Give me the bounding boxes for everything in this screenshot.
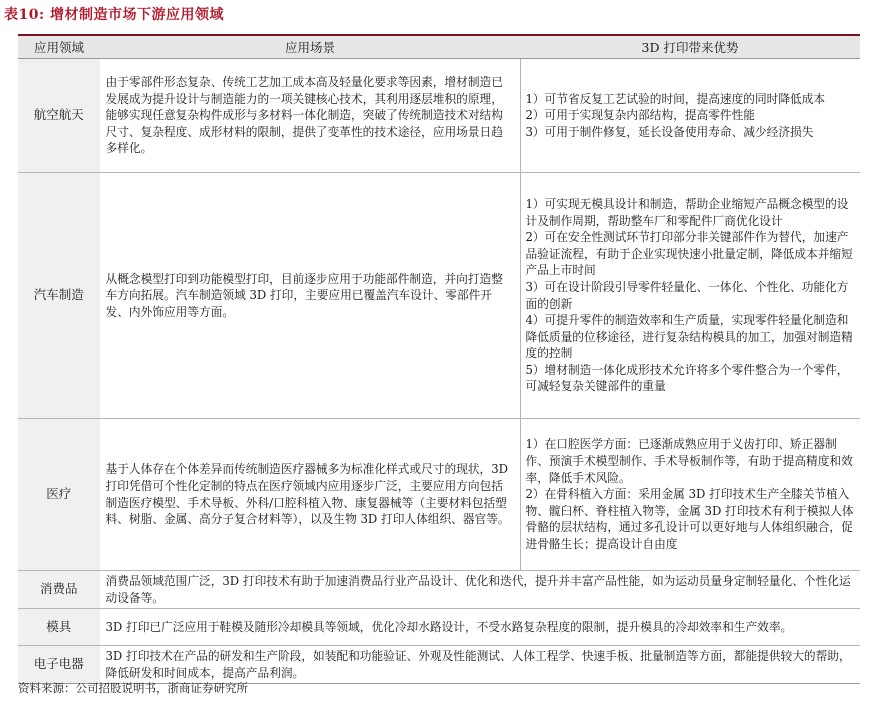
table-row: [18, 571, 860, 609]
header-row: [18, 36, 860, 59]
row-field: 汽车制造: [18, 173, 100, 419]
advantage-item: 2）可用于实现复杂内部结构，提高零件性能: [525, 108, 755, 123]
advantage-item: 2）可在安全性测试环节打印部分非关键部件作为替代，加速产品验证流程，有助于企业实现快速小批量定制，降低成本并缩短产品上市时间: [525, 230, 853, 278]
row-field: 航空航天: [18, 59, 100, 173]
row-advantages: [520, 173, 860, 419]
row-scene: 消费品领域范围广泛，3D 打印技术有助于加速消费品行业产品设计、优化和迭代，提升并丰富产品性能，如为运动员量身定制轻量化、个性化运动设备等。: [100, 571, 860, 609]
header-advantage: 3D 打印带来优势: [520, 36, 860, 59]
row-scene: 基于人体存在个体差异而传统制造医疗器械多为标准化样式或尺寸的现状，3D 打印凭借可个性化定制的特点在医疗领域内应用逐步广泛，主要应用方向包括制造医疗模型、手术导板、外科/口腔科植入物、康复器械等（主要材料包括塑料、树脂、金属、高分子复合材料等），以及生物 3D 打印人体组织、器官等。: [100, 419, 520, 571]
row-field: 医疗: [18, 419, 100, 571]
advantage-item: 3）可用于制件修复，延长设备使用寿命、减少经济损失: [525, 124, 814, 139]
table-title: 表10: 增材制造市场下游应用领域: [4, 7, 225, 23]
advantage-item: 4）可提升零件的制造效率和生产质量，实现零件轻量化制造和降低质量的位移途径，进行复杂结构模具的加工，加强对制造精度的控制: [525, 313, 853, 361]
row-scene: 3D 打印技术在产品的研发和生产阶段，如装配和功能验证、外观及性能测试、人体工程学、快速手板、批量制造等方面，都能提供较大的帮助，降低研发和时间成本，提高产品利润。: [100, 646, 860, 684]
row-advantages: [520, 59, 860, 173]
row-scene: 从概念模型打印到功能模型打印，目前逐步应用于功能部件制造，并向打造整车方向拓展。汽车制造领域 3D 打印，主要应用已覆盖汽车设计、零部件开发、内外饰应用等方面。: [100, 173, 520, 419]
table-row: [18, 419, 860, 571]
advantage-item: 3）可在设计阶段引导零件轻量化、一体化、个性化、功能化方面的创新: [525, 279, 849, 311]
table-row: [18, 173, 860, 419]
row-scene: 由于零部件形态复杂、传统工艺加工成本高及轻量化要求等因素，增材制造已发展成为提升设计与制造能力的一项关键核心技术，其利用逐层堆积的原理，能够实现任意复杂构件成形与多材料一体化制造，突破了传统制造技术对结构尺寸、复杂程度、成形材料的限制，提供了变革性的技术途径，应用场景日趋多样化。: [100, 59, 520, 173]
application-table: [18, 36, 860, 684]
row-field: 电子电器: [18, 646, 100, 684]
advantage-item: 2）在骨科植入方面：采用金属 3D 打印技术生产全膝关节植入物、髋臼杯、脊柱植入物等，金属 3D 打印技术有利于模拟人体骨骼的层状结构，通过多孔设计可以更好地与人体组织融合，促进骨骼生长；提高设计自由度: [525, 487, 854, 551]
header-scene: 应用场景: [100, 36, 520, 59]
advantage-item: 1）可实现无模具设计和制造，帮助企业缩短产品概念模型的设计及制作周期，帮助整车厂和零配件厂商优化设计: [525, 196, 849, 228]
table-row: [18, 59, 860, 173]
advantage-item: 1）在口腔医学方面：已逐渐成熟应用于义齿打印、矫正器制作、预演手术模型制作、手术导板制作等，有助于提高精度和效率，降低手术风险。: [525, 437, 853, 485]
header-field: 应用领域: [18, 36, 100, 59]
row-advantages: [520, 419, 860, 571]
row-field: 模具: [18, 609, 100, 646]
row-scene: 3D 打印已广泛应用于鞋模及随形冷却模具等领域，优化冷却水路设计，不受水路复杂程度的限制，提升模具的冷却效率和生产效率。: [100, 609, 860, 646]
row-field: 消费品: [18, 571, 100, 609]
table-row: [18, 609, 860, 646]
source-note: 资料来源：公司招股说明书，浙商证券研究所: [18, 681, 248, 695]
advantage-item: 5）增材制造一体化成形技术允许将多个零件整合为一个零件，可减轻复杂关键部件的重量: [525, 362, 849, 394]
table-row: [18, 646, 860, 684]
advantage-item: 1）可节省反复工艺试验的时间，提高速度的同时降低成本: [525, 91, 826, 106]
